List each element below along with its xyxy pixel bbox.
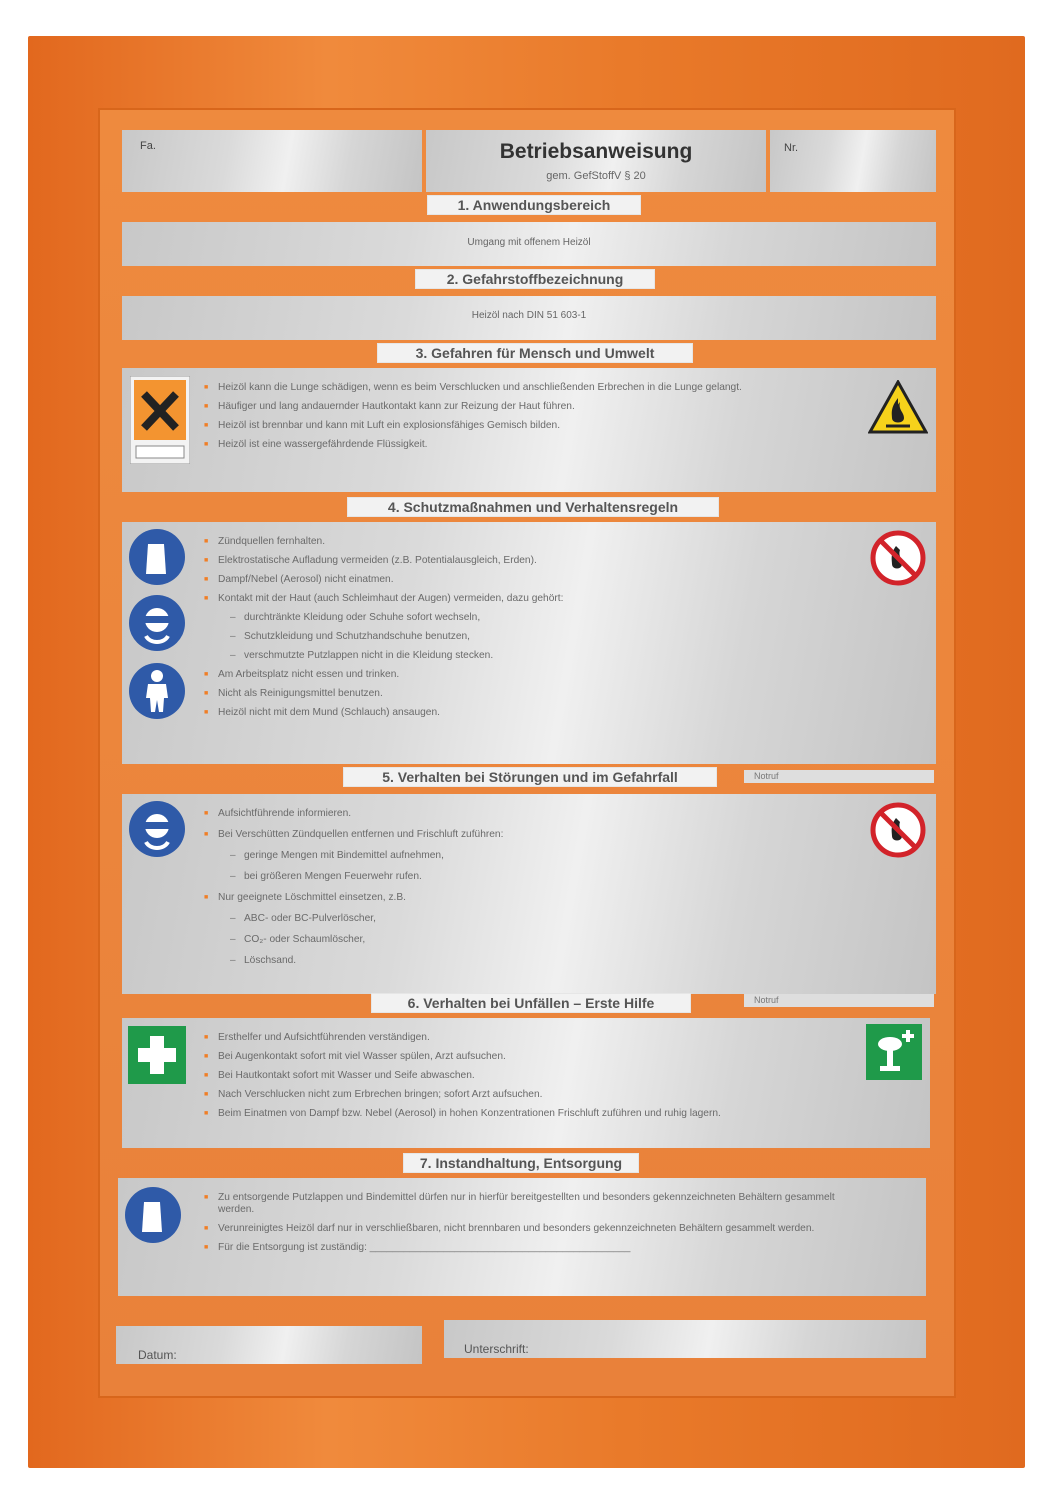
- header-fa-box: [122, 130, 422, 192]
- section-2-box: [122, 296, 936, 340]
- date-label: Datum:: [138, 1348, 177, 1362]
- header-title-box: [426, 130, 766, 192]
- nr-label: Nr.: [784, 142, 799, 154]
- section-6-notruf: Notruf: [744, 994, 934, 1007]
- list-item: ■ Aufsichtführende informieren.: [204, 808, 844, 820]
- section-5-box: [122, 794, 936, 994]
- list-item: ■ Für die Entsorgung ist zuständig: ______________________________________________: [204, 1242, 854, 1254]
- list-item: ■ Zu entsorgende Putzlappen und Bindemittel dürfen nur in hierfür bereitgestellten und besonders gekennzeichneten Behältern gesammelt werden.: [204, 1192, 854, 1216]
- section-4-title: 4. Schutzmaßnahmen und Verhaltensregeln: [348, 498, 718, 516]
- list-item: ■ Nur geeignete Löschmittel einsetzen, z.B.: [204, 892, 844, 904]
- list-item: ■ Bei Augenkontakt sofort mit viel Wasser spülen, Arzt aufsuchen.: [204, 1051, 904, 1063]
- section-4-box: [122, 522, 936, 764]
- list-item: ■ Ersthelfer und Aufsichtführenden verständigen.: [204, 1032, 904, 1044]
- list-item: ■ Zündquellen fernhalten.: [204, 536, 844, 548]
- list-item: ■ Kontakt mit der Haut (auch Schleimhaut der Augen) vermeiden, dazu gehört:: [204, 593, 844, 605]
- section-2-text: Heizöl nach DIN 51 603-1: [471, 310, 587, 321]
- section-5-title: 5. Verhalten bei Störungen und im Gefahrfall: [344, 768, 716, 786]
- list-item: – verschmutzte Putzlappen nicht in die Kleidung stecken.: [204, 650, 844, 662]
- list-item: – durchtränkte Kleidung oder Schuhe sofort wechseln,: [204, 612, 844, 624]
- section-1-text: Umgang mit offenem Heizöl: [467, 237, 591, 248]
- list-item: ■ Nach Verschlucken nicht zum Erbrechen bringen; sofort Arzt aufsuchen.: [204, 1089, 904, 1101]
- list-item: ■ Verunreinigtes Heizöl darf nur in verschließbaren, nicht brennbaren und besonders gekennzeichneten Behältern gesammelt werden.: [204, 1223, 854, 1235]
- list-item: ■ Am Arbeitsplatz nicht essen und trinken.: [204, 669, 844, 681]
- no-open-flame-icon: [870, 802, 926, 858]
- header-nr-box: [770, 130, 936, 192]
- list-item: ■ Elektrostatische Aufladung vermeiden (z.B. Potentialausgleich, Erden).: [204, 555, 844, 567]
- protective-suit-mandatory-icon: [128, 662, 186, 720]
- list-item: – Schutzkleidung und Schutzhandschuhe benutzen,: [204, 631, 844, 643]
- section-3-title: 3. Gefahren für Mensch und Umwelt: [378, 344, 692, 362]
- section-6-title: 6. Verhalten bei Unfällen – Erste Hilfe: [372, 994, 690, 1012]
- section-5-notruf: Notruf: [744, 770, 934, 783]
- list-item: ■ Dampf/Nebel (Aerosol) nicht einatmen.: [204, 574, 844, 586]
- list-item: – CO₂- oder Schaumlöscher,: [204, 934, 844, 946]
- face-shield-mandatory-icon: [128, 800, 186, 858]
- section-4-list: [204, 536, 844, 726]
- section-1-title: 1. Anwendungsbereich: [428, 196, 640, 214]
- face-shield-mandatory-icon: [128, 594, 186, 652]
- list-item: ■ Beim Einatmen von Dampf bzw. Nebel (Aerosol) in hohen Konzentrationen Frischluft zuführen und ruhig lagern.: [204, 1108, 904, 1120]
- list-item: – bei größeren Mengen Feuerwehr rufen.: [204, 871, 844, 883]
- no-open-flame-icon: [870, 530, 926, 586]
- signature-label: Unterschrift:: [464, 1342, 529, 1356]
- list-item: – geringe Mengen mit Bindemittel aufnehmen,: [204, 850, 844, 862]
- harmful-x-icon: [130, 376, 190, 464]
- list-item: ■ Heizöl kann die Lunge schädigen, wenn es beim Verschlucken und anschließenden Erbrechen in die Lunge gelangt.: [204, 382, 864, 394]
- gloves-mandatory-icon: [124, 1186, 182, 1244]
- first-aid-icon: [128, 1026, 186, 1084]
- list-item: – ABC- oder BC-Pulverlöscher,: [204, 913, 844, 925]
- list-item: ■ Heizöl ist eine wassergefährdende Flüssigkeit.: [204, 439, 864, 451]
- section-7-list: [204, 1192, 854, 1261]
- section-1-box: [122, 222, 936, 266]
- list-item: ■ Bei Verschütten Zündquellen entfernen und Frischluft zuführen:: [204, 829, 844, 841]
- list-item: ■ Nicht als Reinigungsmittel benutzen.: [204, 688, 844, 700]
- list-item: ■ Heizöl ist brennbar und kann mit Luft ein explosionsfähiges Gemisch bilden.: [204, 420, 864, 432]
- flammable-warning-icon: [868, 380, 928, 434]
- date-field-box: [116, 1326, 422, 1364]
- eye-wash-icon: [866, 1024, 922, 1080]
- section-7-box: [118, 1178, 926, 1296]
- section-6-box: [122, 1018, 930, 1148]
- section-5-list: [204, 808, 844, 976]
- section-3-list: [204, 382, 864, 458]
- page-title: Betriebsanweisung: [499, 140, 693, 163]
- fa-label: Fa.: [140, 140, 156, 152]
- document-sheet: [98, 108, 956, 1398]
- section-7-title: 7. Instandhaltung, Entsorgung: [404, 1154, 638, 1172]
- section-6-list: [204, 1032, 904, 1127]
- signature-field-box: [444, 1320, 926, 1358]
- list-item: – Löschsand.: [204, 955, 844, 967]
- gloves-mandatory-icon: [128, 528, 186, 586]
- section-3-box: [122, 368, 936, 492]
- list-item: ■ Häufiger und lang andauernder Hautkontakt kann zur Reizung der Haut führen.: [204, 401, 864, 413]
- list-item: ■ Heizöl nicht mit dem Mund (Schlauch) ansaugen.: [204, 707, 844, 719]
- page-subtitle: gem. GefStoffV § 20: [546, 170, 646, 182]
- list-item: ■ Bei Hautkontakt sofort mit Wasser und Seife abwaschen.: [204, 1070, 904, 1082]
- section-2-title: 2. Gefahrstoffbezeichnung: [416, 270, 654, 288]
